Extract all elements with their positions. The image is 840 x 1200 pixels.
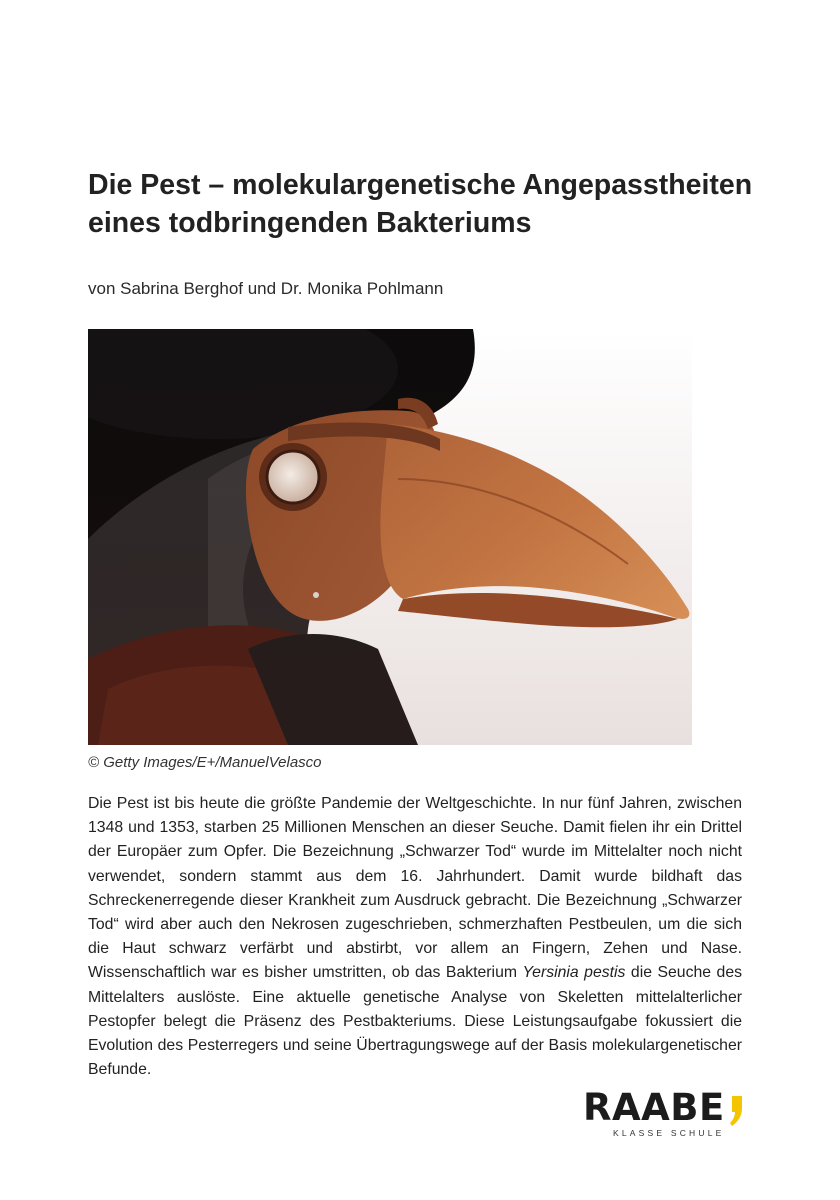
intro-text-part-2: die Seuche des Mittelalters auslöste. Eine aktuelle genetische Analyse von Skeletten mittelalterlicher Pestopfer belegt die Präsenz des Pestbakteriums. Diese Leistungsaufgabe fokussiert die Evolution des Pesterregers und seine Übertragungswege auf der Basis molekulargenetischer Befunde. [88, 964, 743, 1079]
raabe-logo [583, 1088, 753, 1140]
document-title [88, 166, 768, 242]
logo-subtitle: KLASSE SCHULE [613, 1128, 725, 1138]
title-line-2: eines todbringenden Bakteriums [88, 207, 532, 239]
authors: von Sabrina Berghof und Dr. Monika Pohlmann [88, 279, 444, 298]
intro-text-part-1: Die Pest ist bis heute die größte Pandemie der Weltgeschichte. In nur fünf Jahren, zwischen 1348 und 1353, starben 25 Millionen Menschen an dieser Seuche. Damit fielen ihr ein Drittel der Europäer zum Opfer. Die Bezeichnung „Schwarzer Tod“ wurde im Mittelalter noch nicht verwendet, sondern stammt aus dem 16. Jahrhundert. Damit wurde bildhaft das Schreckenerregende dieser Krankheit zum Ausdruck gebracht. Die Bezeichnung „Schwarzer Tod“ wird aber auch den Nekrosen zugeschrieben, schmerzhaften Pestbeulen, um die sich die Haut schwarz verfärbt und abstirbt, vor allem an Fingern, Zehen und Nase. Wissenschaftlich war es bisher umstritten, ob das Bakterium [88, 795, 742, 982]
species-name: Yersinia pestis [522, 964, 626, 982]
intro-paragraph [88, 792, 742, 1082]
title-line-1: Die Pest – molekulargenetische Angepasstheiten [88, 169, 753, 201]
logo-wordmark: RAABE [583, 1086, 725, 1129]
logo-comma-icon [730, 1096, 744, 1126]
image-credit: © Getty Images/E+/ManuelVelasco [88, 754, 322, 771]
plague-doctor-mask-photo [88, 329, 692, 745]
